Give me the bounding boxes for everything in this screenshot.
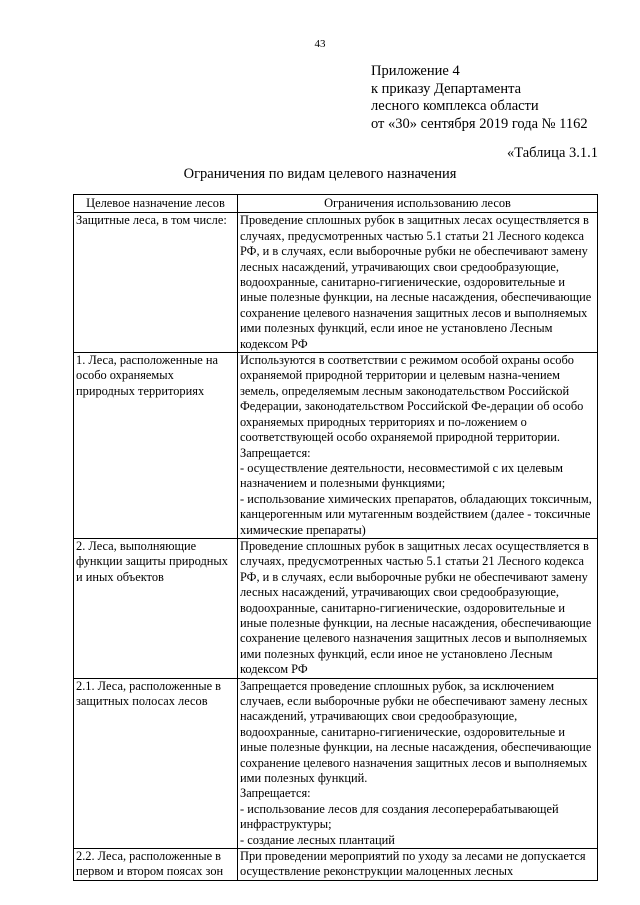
column-header-restrictions: Ограничения использованию лесов xyxy=(238,195,598,213)
page-number: 43 xyxy=(314,38,326,50)
purpose-cell: 2.2. Леса, расположенные в первом и втором поясах зон xyxy=(74,849,238,881)
purpose-cell: 2. Леса, выполняющие функции защиты природных и иных объектов xyxy=(74,538,238,678)
appendix-line: от «30» сентября 2019 года № 1162 xyxy=(371,115,588,132)
purpose-cell: 2.1. Леса, расположенные в защитных полосах лесов xyxy=(74,678,238,848)
document-title: Ограничения по видам целевого назначения xyxy=(183,166,457,182)
column-header-purpose: Целевое назначение лесов xyxy=(74,195,238,213)
purpose-cell: 1. Леса, расположенные на особо охраняемых природных территориях xyxy=(74,353,238,539)
restrictions-cell: Проведение сплошных рубок в защитных лесах осуществляется в случаях, предусмотренных частью 5.1 статьи 21 Лесного кодекса РФ, и в случаях, если выборочные рубки не обеспечивают замену лесных насаждений, утрачивающих свои средообразующие, водоохранные, санитарно-гигиенические, оздоровительные и иные полезные функции, на лесные насаждения, обеспечивающие сохранение целевого назначения защитных лесов и выполняемых ими полезных функций, если иное не установлено Лесным кодексом РФ xyxy=(238,538,598,678)
appendix-line: к приказу Департамента xyxy=(371,80,522,97)
table-row xyxy=(74,678,598,848)
table-header-row xyxy=(74,195,598,213)
appendix-block xyxy=(371,63,588,133)
table-reference: «Таблица 3.1.1 xyxy=(506,145,598,161)
table-row xyxy=(74,538,598,678)
table-row xyxy=(74,213,598,353)
appendix-line: Приложение 4 xyxy=(371,63,460,79)
appendix-line: лесного комплекса области xyxy=(371,98,539,114)
restrictions-cell: Запрещается проведение сплошных рубок, за исключением случаев, если выборочные рубки не обеспечивают замену лесных насаждений, утрачивающих свои средообразующие, водоохранные, санитарно-гигиенические, оздоровительные и иные полезные функции, на лесные насаждения, обеспечивающие сохранение целевого назначения защитных лесов и выполняемых ими полезных функций. Запрещается: - использование лесов для создания лесоперерабатывающей инфраструктуры; - создание лесных плантаций xyxy=(238,678,598,848)
restrictions-cell: Проведение сплошных рубок в защитных лесах осуществляется в случаях, предусмотренных частью 5.1 статьи 21 Лесного кодекса РФ, и в случаях, если выборочные рубки не обеспечивают замену лесных насаждений, утрачивающих свои средообразующие, водоохранные, санитарно-гигиенические, оздоровительные и иные полезные функции, на лесные насаждения, обеспечивающие сохранение целевого назначения защитных лесов и выполняемых ими полезных функций, если иное не установлено Лесным кодексом РФ xyxy=(238,213,598,353)
restrictions-cell: При проведении мероприятий по уходу за лесами не допускается осуществление реконструкции малоценных лесных xyxy=(238,849,598,881)
purpose-cell: Защитные леса, в том числе: xyxy=(74,213,238,353)
table-row xyxy=(74,849,598,881)
restrictions-cell: Используются в соответствии с режимом особой охраны особо охраняемой природной территории и целевым назна-чением земель, определяемым лесным законодательством Российской Федерации, законодательством Российской Фе-дерации об особо охраняемых природных территориях и по-ложением о соответствующей особо охраняемой природной территории. Запрещается: - осуществление деятельности, несовместимой с их целевым назначением и полезными функциями; - использование химических препаратов, обладающих токсичным, канцерогенным или мутагенным воздействием (далее - токсичные химические препараты) xyxy=(238,353,598,539)
table-row xyxy=(74,353,598,539)
restrictions-table xyxy=(73,194,598,881)
